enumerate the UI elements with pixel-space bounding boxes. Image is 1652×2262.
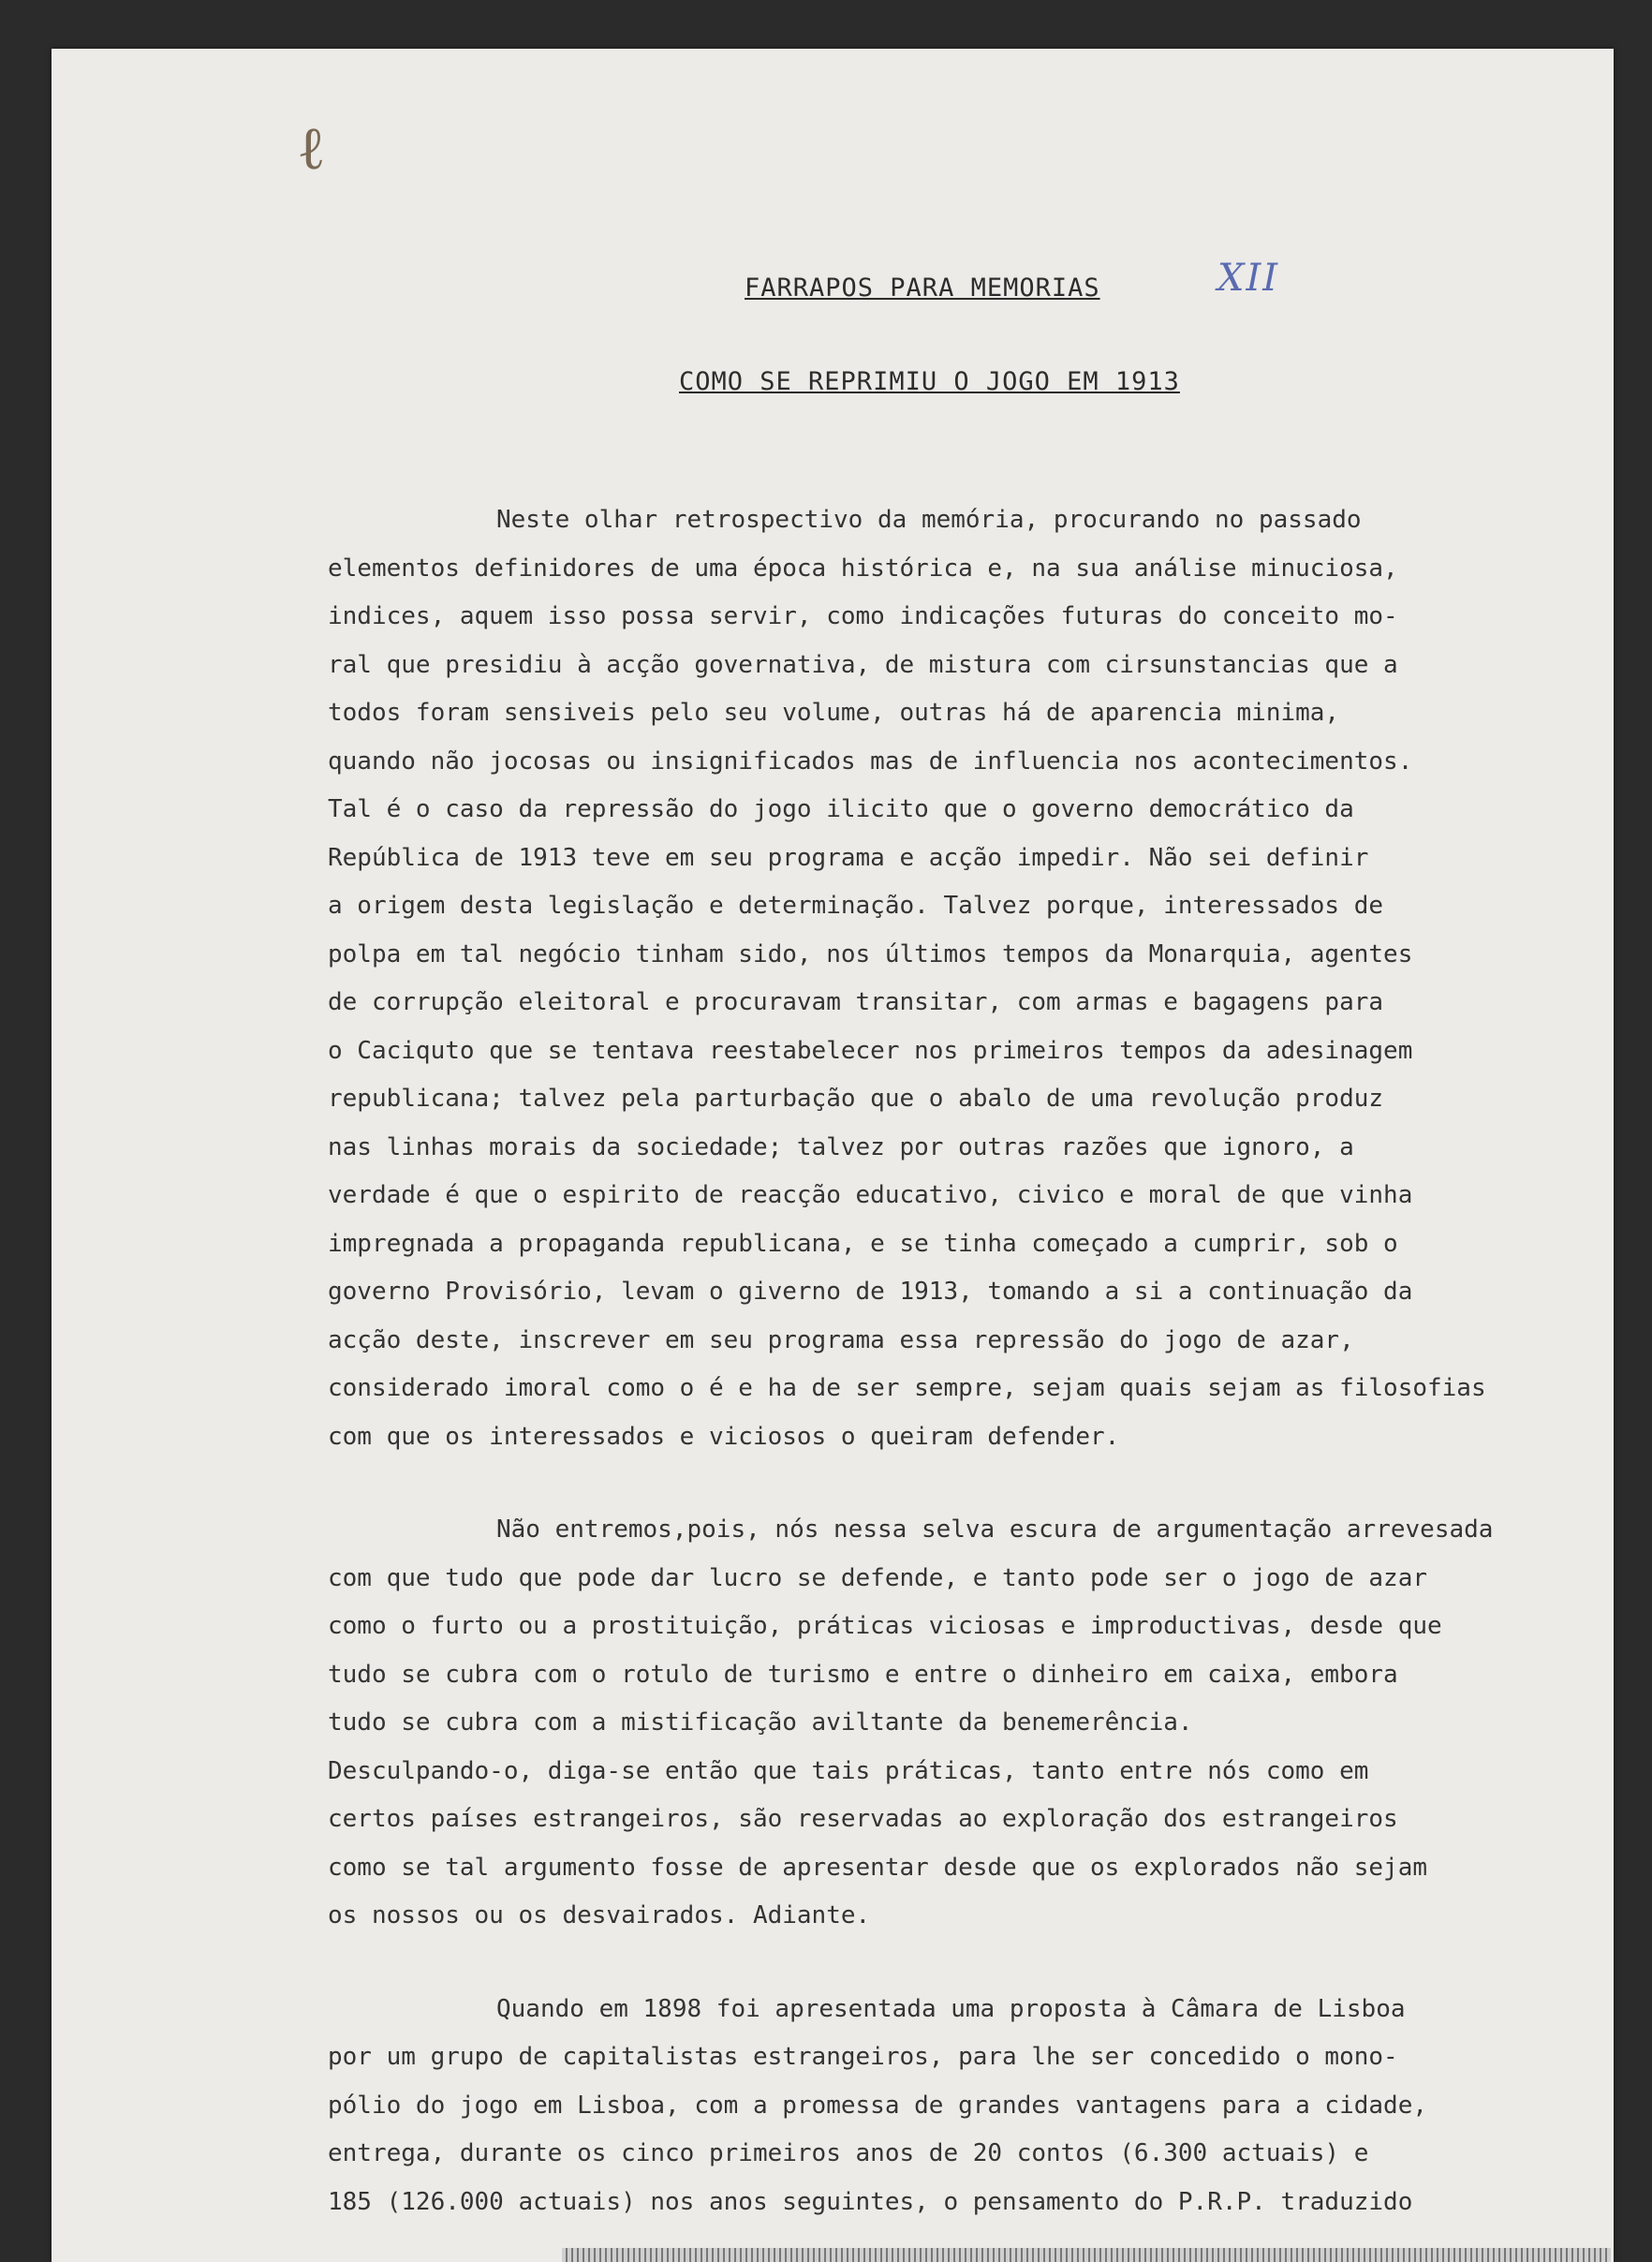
- text-line: pólio do jogo em Lisboa, com a promessa de grandes vantagens para a cidade,: [328, 2091, 1427, 2120]
- document-page: [52, 49, 1614, 2262]
- text-line: todos foram sensiveis pelo seu volume, outras há de aparencia minima,: [328, 699, 1340, 727]
- text-line: com que os interessados e viciosos o queiram defender.: [328, 1422, 1120, 1451]
- text-line: governo Provisório, levam o giverno de 1913, tomando a si a continuação da: [328, 1278, 1413, 1306]
- paragraph-3: [328, 1986, 1625, 2227]
- paragraph-2: [328, 1506, 1625, 1941]
- margin-pencil-mark: ℓ: [297, 114, 326, 184]
- text-line: Tal é o caso da repressão do jogo ilicito que o governo democrático da: [328, 795, 1354, 823]
- text-line: republicana; talvez pela parturbação que o abalo de uma revolução produz: [328, 1085, 1384, 1113]
- text-line: impregnada a propaganda republicana, e se tinha começado a cumprir, sob o: [328, 1229, 1398, 1258]
- text-line: República de 1913 teve em seu programa e acção impedir. Não sei definir: [328, 843, 1369, 872]
- text-line: elementos definidores de uma época histórica e, na sua análise minuciosa,: [328, 554, 1398, 583]
- text-line: considerado imoral como o é e ha de ser sempre, sejam quais sejam as filosofias: [328, 1374, 1486, 1402]
- text-line: tudo se cubra com o rotulo de turismo e entre o dinheiro em caixa, embora: [328, 1660, 1398, 1689]
- text-line: o Caciquto que se tentava reestabelecer nos primeiros tempos da adesinagem: [328, 1036, 1413, 1065]
- text-line: Não entremos,pois, nós nessa selva escura de argumentação arrevesada: [496, 1515, 1494, 1544]
- text-line: indices, aquem isso possa servir, como indicações futuras do conceito mo-: [328, 602, 1398, 630]
- text-line: os nossos ou os desvairados. Adiante.: [328, 1901, 871, 1929]
- text-line: por um grupo de capitalistas estrangeiros, para lhe ser concedido o mono-: [328, 2043, 1398, 2071]
- text-line: a origem desta legislação e determinação. Talvez porque, interessados de: [328, 892, 1384, 920]
- text-line: tudo se cubra com a mistificação aviltante da benemerência.: [328, 1708, 1193, 1737]
- text-line: Neste olhar retrospectivo da memória, procurando no passado: [496, 506, 1362, 534]
- paragraph-1: [328, 496, 1625, 1461]
- text-line: quando não jocosas ou insignificados mas de influencia nos acontecimentos.: [328, 747, 1413, 776]
- text-line: Quando em 1898 foi apresentada uma proposta à Câmara de Lisboa: [496, 1994, 1406, 2023]
- text-line: de corrupção eleitoral e procuravam transitar, com armas e bagagens para: [328, 988, 1384, 1016]
- text-line: acção deste, inscrever em seu programa essa repressão do jogo de azar,: [328, 1325, 1354, 1354]
- document-body: [328, 496, 1625, 2226]
- text-line: ral que presidiu à acção governativa, de mistura com cirsunstancias que a: [328, 650, 1398, 679]
- text-line: como o furto ou a prostituição, práticas viciosas e improductivas, desde que: [328, 1612, 1442, 1640]
- document-title: FARRAPOS PARA MEMORIAS: [745, 274, 1100, 303]
- text-line: polpa em tal negócio tinham sido, nos últimos tempos da Monarquia, agentes: [328, 939, 1413, 968]
- document-subtitle: COMO SE REPRIMIU O JOGO EM 1913: [679, 367, 1180, 396]
- color-calibration-strip: [562, 2248, 1611, 2262]
- text-line: entrega, durante os cinco primeiros anos de 20 contos (6.300 actuais) e: [328, 2139, 1369, 2167]
- text-line: como se tal argumento fosse de apresentar desde que os explorados não sejam: [328, 1853, 1427, 1882]
- text-line: nas linhas morais da sociedade; talvez por outras razões que ignoro, a: [328, 1132, 1354, 1161]
- text-line: verdade é que o espirito de reacção educativo, civico e moral de que vinha: [328, 1181, 1413, 1209]
- text-line: Desculpando-o, diga-se então que tais práticas, tanto entre nós como em: [328, 1756, 1369, 1785]
- text-line: certos países estrangeiros, são reservadas ao exploração dos estrangeiros: [328, 1805, 1398, 1833]
- text-line: com que tudo que pode dar lucro se defende, e tanto pode ser o jogo de azar: [328, 1563, 1427, 1592]
- text-line: 185 (126.000 actuais) nos anos seguintes, o pensamento do P.R.P. traduzido: [328, 2187, 1413, 2216]
- page-number: XII: [1217, 257, 1280, 300]
